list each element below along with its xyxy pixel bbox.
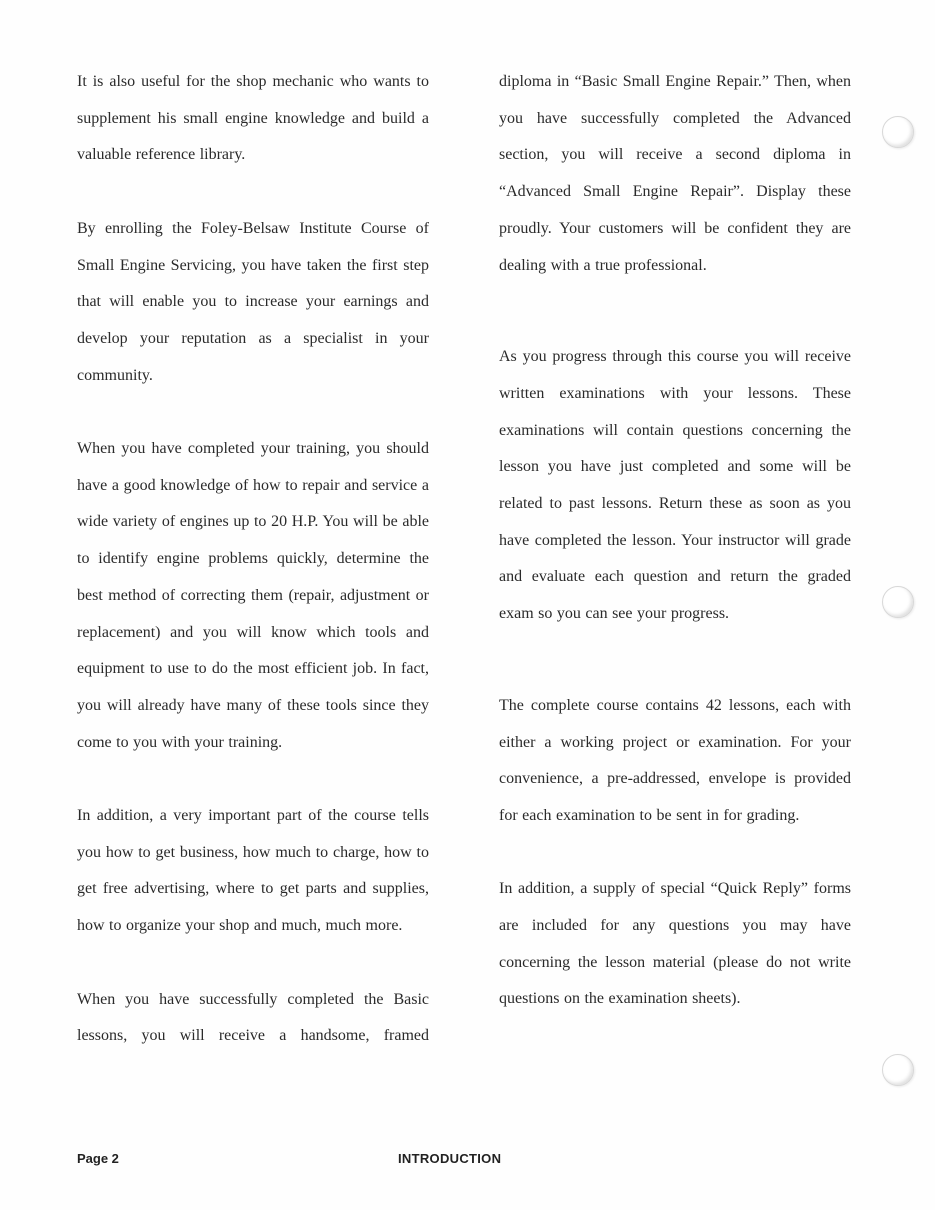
paragraph-gap: [77, 174, 429, 211]
paragraph-completed-training: When you have completed your training, you should have a good knowledge of how to repair and service a wide variety of engines up to 20 H.P. You will be able to identify engine problems quickly, determine the best method of correcting them (repair, adjustment or replacement) and you will know which tools and equipment to use to do the most efficient job. In fact, you will already have many of these tools since they come to you with your training.: [77, 440, 429, 751]
left-column: [77, 64, 429, 1055]
paragraph-gap: [499, 284, 851, 339]
paragraph-gap: [77, 945, 429, 982]
section-title: INTRODUCTION: [398, 1151, 502, 1166]
paragraph-course-contents: The complete course contains 42 lessons, each with either a working project or examination. For your convenience, a pre-addressed, envelope is provided for each examination to be sent in for grading.: [499, 696, 851, 824]
paragraph-quick-reply: In addition, a supply of special “Quick Reply” forms are included for any questions you may have concerning the lesson material (please do not write questions on the examination sheets).: [499, 880, 851, 1008]
right-column: [499, 64, 851, 1018]
paragraph-examinations: As you progress through this course you will receive written examinations with your lessons. These examinations will contain questions concerning the lesson you have just completed and some will be related to past lessons. Return these as soon as you have completed the lesson. Your instructor will grade and evaluate each question and return the graded exam so you can see your progress.: [499, 348, 851, 623]
binder-hole-bottom: [882, 1054, 914, 1086]
page-number: Page 2: [77, 1151, 119, 1166]
paragraph-enrolling: By enrolling the Foley-Belsaw Institute Course of Small Engine Servicing, you have taken the first step that will enable you to increase your earnings and develop your reputation as a specialist in your community.: [77, 219, 429, 384]
paragraph-gap: [77, 394, 429, 431]
paragraph-gap: [499, 835, 851, 872]
paragraph-basic-diploma-start: When you have successfully completed the Basic lessons, you will receive a handsome, framed: [77, 990, 429, 1045]
paragraph-reference-library: It is also useful for the shop mechanic who wants to supplement his small engine knowledge and build a valuable reference library.: [77, 73, 429, 164]
binder-hole-middle: [882, 586, 914, 618]
paragraph-gap: [77, 761, 429, 798]
paragraph-business-skills: In addition, a very important part of the course tells you how to get business, how much to charge, how to get free advertising, where to get parts and supplies, how to organize your shop and much, much more.: [77, 807, 429, 935]
binder-hole-top: [882, 116, 914, 148]
paragraph-diplomas: diploma in “Basic Small Engine Repair.” Then, when you have successfully completed the Advanced section, you will receive a second diploma in “Advanced Small Engine Repair”. Display these proudly. Your customers will be confident they are dealing with a true professional.: [499, 73, 851, 274]
paragraph-gap: [499, 633, 851, 688]
